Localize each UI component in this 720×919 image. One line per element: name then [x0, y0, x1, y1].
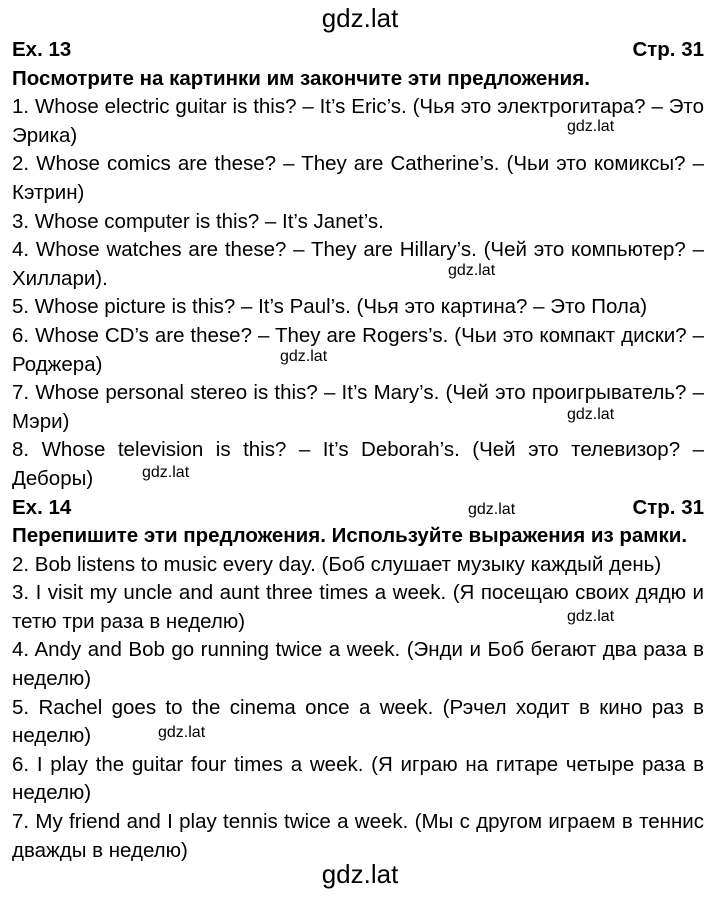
site-title-top: gdz.lat	[321, 3, 399, 33]
exercise-14-header	[12, 494, 704, 523]
ex13-item-4: 4. Whose watches are these? – They are Hillary’s. (Чей это компьютер? – Хиллари).	[12, 238, 704, 290]
exercise-13-task: Посмотрите на картинки им закончите эти предложения.	[12, 66, 590, 90]
watermark: gdz.lat	[158, 724, 206, 741]
exercise-14-task: Перепишите эти предложения. Используйте выражения из рамки.	[12, 524, 688, 548]
ex13-item-3: 3. Whose computer is this? – It’s Janet’s.	[12, 209, 384, 233]
watermark: gdz.lat	[142, 464, 190, 481]
exercise-13-header	[12, 36, 704, 65]
watermark: gdz.lat	[567, 406, 615, 423]
watermark: gdz.lat	[468, 500, 516, 518]
ex14-item-7: 7. My friend and I play tennis twice a week. (Мы с другом играем в теннис дважды в неделю)	[12, 810, 704, 862]
ex13-item-6: 6. Whose CD’s are these? – They are Rogers’s. (Чьи это компакт диски? – Роджера)	[12, 323, 704, 376]
ex13-item-8: 8. Whose television is this? – It’s Deborah’s. (Чей это телевизор? – Деборы)	[12, 438, 704, 490]
ex14-item-2: 2. Bob listens to music every day. (Боб слушает музыку каждый день)	[12, 552, 662, 576]
watermark: gdz.lat	[567, 608, 615, 625]
site-title-bottom: gdz.lat	[321, 859, 399, 889]
ex14-item-5: 5. Rachel goes to the cinema once a week. (Рэчел ходит в кино раз в неделю)	[12, 695, 704, 748]
ex13-item-2: 2. Whose comics are these? – They are Catherine’s. (Чьи это комиксы? – Кэтрин)	[12, 152, 704, 204]
ex14-item-6: 6. I play the guitar four times a week. (Я играю на гитаре четыре раза в неделю)	[12, 752, 704, 805]
watermark: gdz.lat	[567, 118, 615, 135]
exercise-13-page: Стр. 31	[632, 38, 704, 61]
exercise-13-number: Ex. 13	[12, 38, 72, 61]
ex14-item-4: 4. Andy and Bob go running twice a week. (Энди и Боб бегают два раза в неделю)	[12, 638, 704, 691]
ex13-item-1: 1. Whose electric guitar is this? – It’s Eric’s. (Чья это электрогитара? – Это Эрика)	[12, 95, 704, 147]
ex13-item-7: 7. Whose personal stereo is this? – It’s Mary’s. (Чей это проигрыватель? – Мэри)	[12, 381, 704, 433]
exercise-14-page: Стр. 31	[632, 495, 704, 519]
ex14-item-3: 3. I visit my uncle and aunt three times a week. (Я посещаю своих дядю и тетю три раза в неделю)	[12, 581, 704, 633]
document-body	[12, 36, 704, 865]
watermark: gdz.lat	[280, 348, 328, 365]
watermark: gdz.lat	[448, 262, 496, 279]
exercise-14-number: Ex. 14	[12, 495, 72, 519]
ex13-item-5: 5. Whose picture is this? – It’s Paul’s. (Чья это картина? – Это Пола)	[12, 295, 648, 319]
